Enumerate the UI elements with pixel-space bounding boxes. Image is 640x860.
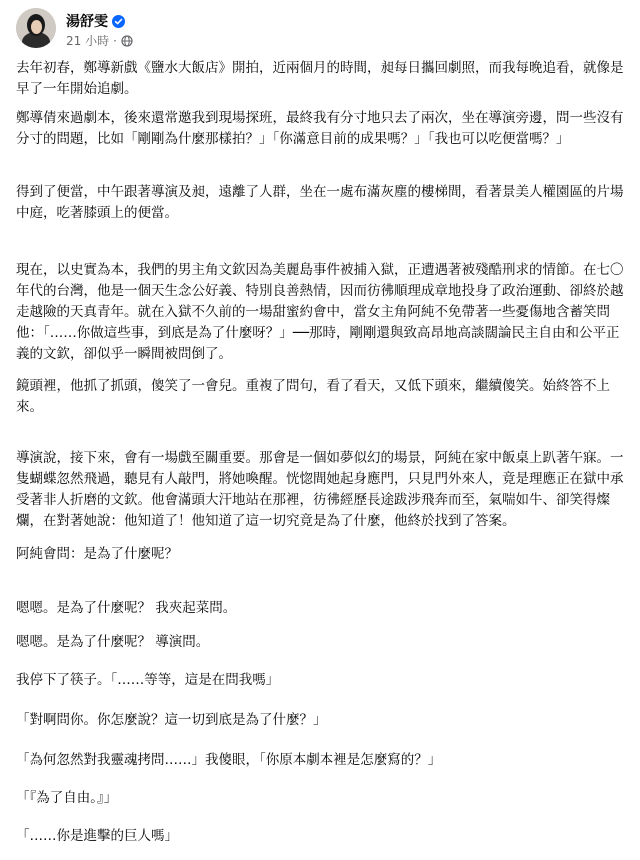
post-paragraph: 現在，以史實為本，我們的男主角文欽因為美麗島事件被捕入獄，正遭遇著被殘酷刑求的情節。在七〇年代的台灣，他是一個天生念公好義、特別良善熱情，因而彷彿順理成章地投身了政治運動、卻終於越走越險的天真青年。就在入獄不久前的一場甜蜜約會中，當女主角阿純不免帶著一些憂傷地含蓄笑問他：「……你做這些事，到底是為了什麼呀？」──那時，剛剛還與致高昂地高談闊論民主自由和公平正義的文欽，卻似乎一瞬間被問倒了。 [16, 262, 624, 362]
post-paragraph: 導演說，接下來，會有一場戲至關重要。那會是一個如夢似幻的場景，阿純在家中飯桌上趴著午寐。一隻蝴蝶忽然飛過，聽見有人敲門，將她喚醒。恍惚間她起身應門，只見門外來人，竟是理應正在獄中承受著非人折磨的文欽。他會滿頭大汗地站在那裡，彷彿經歷長途跋涉飛奔而至，氣喘如牛、卻笑得燦爛，在對著她說：他知道了！他知道了這一切究竟是為了什麼，他終於找到了答案。 [16, 450, 624, 529]
author-name[interactable] [66, 11, 125, 31]
globe-icon[interactable] [121, 35, 133, 47]
post-timestamp[interactable]: 21 小時 [66, 34, 110, 48]
post-paragraph: 嗯嗯。是為了什麼呢？ 我夾起菜問。 [16, 600, 237, 616]
verified-badge-icon [112, 15, 125, 28]
post-paragraph: 「……你是進擊的巨人嗎」 [16, 828, 178, 844]
post-paragraph: 「『為了自由。』」 [16, 790, 118, 806]
post-paragraph: 嗯嗯。是為了什麼呢？ 導演問。 [16, 634, 210, 650]
post-paragraph: 「對啊問你。你怎麼說？這一切到底是為了什麼？」 [16, 712, 327, 728]
post-header [0, 0, 640, 56]
post-paragraph: 「為何忽然對我靈魂拷問……」我傻眼，「你原本劇本裡是怎麼寫的？」 [16, 752, 442, 768]
post-meta [66, 32, 133, 49]
post-paragraph: 得到了便當，中午跟著導演及昶，遠離了人群，坐在一處布滿灰塵的樓梯間，看著景美人權園區的片場中庭，吃著膝頭上的便當。 [16, 184, 624, 221]
post-paragraph: 鄭導倩來過劇本，後來還常邀我到現場探班，最終我有分寸地只去了兩次，坐在導演旁邊，問一些沒有分寸的問題，比如「剛剛為什麼那樣拍？」「你滿意目前的成果嗎？」「我也可以吃便當嗎？」 [16, 110, 624, 147]
author-name-text[interactable]: 湯舒雯 [66, 14, 108, 30]
post-paragraph: 去年初春，鄭導新戲《鹽水大飯店》開拍，近兩個月的時間，昶每日攜回劇照，而我每晚追看，就像是早了一年開始追劇。 [16, 60, 624, 97]
avatar[interactable] [16, 8, 56, 48]
post-paragraph: 阿純會問：是為了什麼呢？ [16, 546, 178, 562]
post-paragraph: 我停下了筷子。「……等等，這是在問我嗎」 [16, 672, 280, 688]
post-paragraph: 鏡頭裡，他抓了抓頭，傻笑了一會兒。重複了問句，看了看天，又低下頭來，繼續傻笑。始終答不上來。 [16, 378, 610, 415]
meta-separator: · [113, 33, 117, 48]
